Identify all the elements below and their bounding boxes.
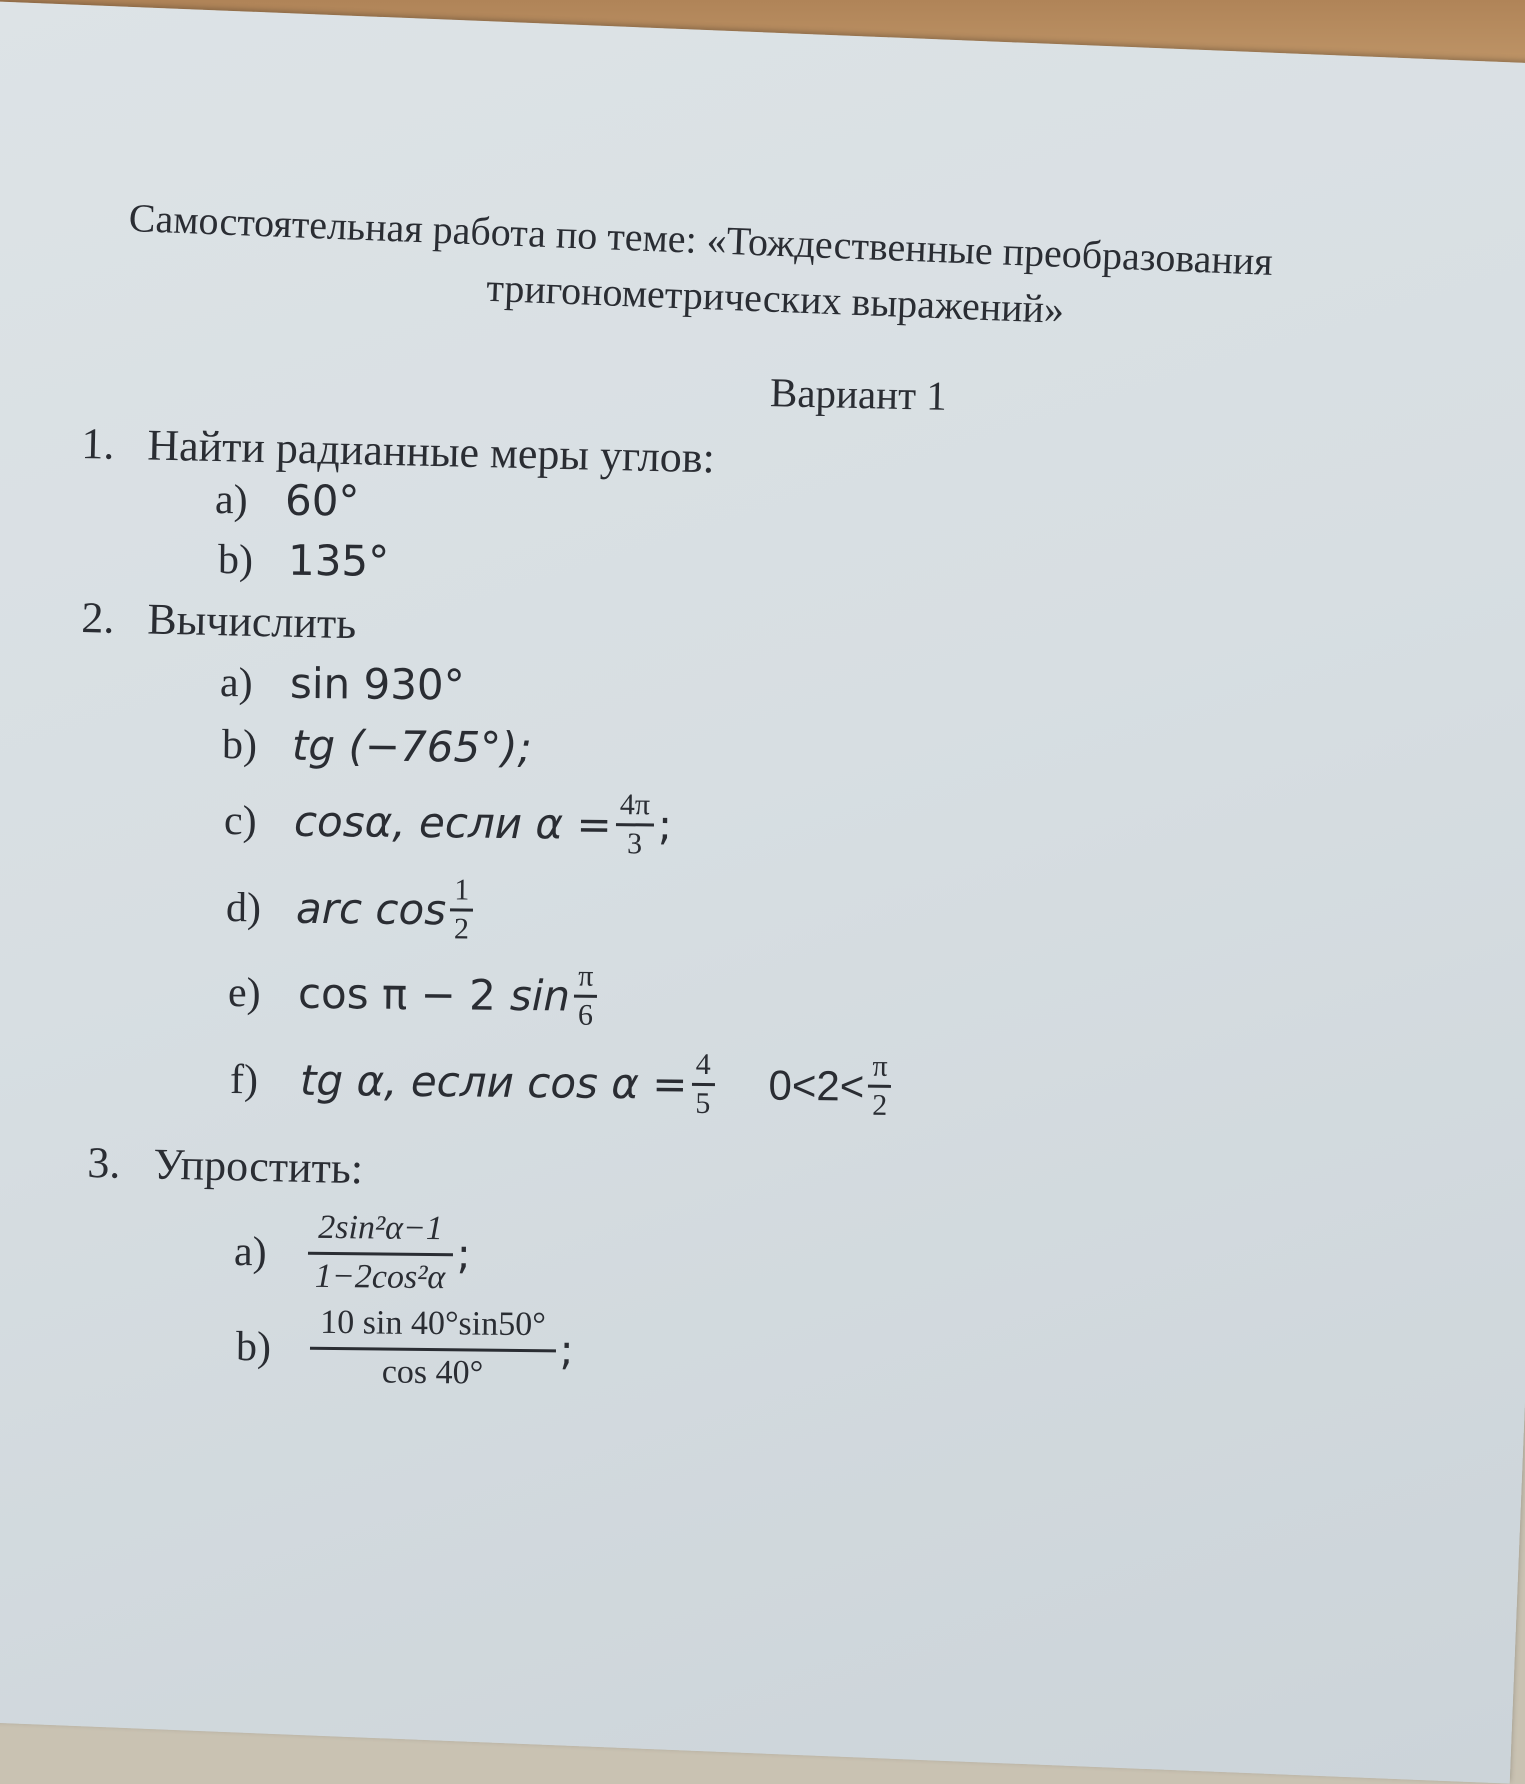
fraction-numerator: 4π <box>616 787 655 826</box>
fraction-denominator: 3 <box>626 827 643 861</box>
item-expression: tg (−765°); <box>291 720 533 773</box>
task-number: 2. <box>80 592 115 643</box>
fraction <box>691 1047 715 1122</box>
fraction <box>450 872 474 947</box>
fraction-denominator: cos 40° <box>381 1353 484 1392</box>
fraction-numerator: π <box>574 959 598 998</box>
fraction-denominator: 6 <box>577 998 594 1032</box>
item-letter: a) <box>214 476 248 523</box>
task-2-item-d <box>226 870 478 948</box>
task-3-item-a <box>234 1205 472 1300</box>
fraction <box>615 787 654 862</box>
item-letter: f) <box>229 1056 259 1103</box>
item-letter: e) <box>227 969 261 1016</box>
fraction-numerator: 10 sin 40°sin50° <box>310 1301 556 1353</box>
task-1-heading <box>81 418 716 483</box>
fraction-denominator: 2 <box>453 912 470 946</box>
item-letter: b) <box>221 721 258 768</box>
task-3-heading <box>87 1137 364 1194</box>
fraction-denominator: 5 <box>695 1086 711 1121</box>
title-line-2: тригонометрических выражений» <box>485 264 1065 332</box>
item-expression: 60° <box>284 475 360 526</box>
task-number: 1. <box>80 418 115 469</box>
task-2-item-f <box>230 1042 896 1124</box>
condition-fraction <box>868 1049 892 1124</box>
item-expression: tg α, если cos α = <box>299 1055 688 1109</box>
task-3-item-b <box>236 1300 575 1397</box>
item-letter: a) <box>233 1228 267 1275</box>
semicolon: ; <box>657 800 673 850</box>
semicolon: ; <box>559 1325 574 1375</box>
task-number: 3. <box>86 1137 121 1188</box>
task-2-item-e <box>228 955 602 1034</box>
fraction <box>574 959 598 1034</box>
task-text: Упростить: <box>152 1139 364 1194</box>
item-letter: b) <box>235 1323 272 1370</box>
fraction <box>310 1301 557 1397</box>
item-expression: sin 930° <box>289 658 465 710</box>
item-expression-sin: sin <box>509 970 571 1021</box>
fraction-numerator: π <box>868 1049 892 1088</box>
item-expression: cosα, если α = <box>293 796 612 850</box>
item-letter: a) <box>219 659 253 706</box>
task-2-item-a <box>220 658 465 710</box>
condition: 0<2< <box>768 1061 865 1110</box>
fraction-denominator: 2 <box>871 1088 888 1122</box>
page-title <box>126 190 1525 356</box>
semicolon: ; <box>456 1229 472 1279</box>
task-1-item-b <box>218 535 390 586</box>
task-2-heading <box>81 592 357 649</box>
item-letter: b) <box>217 536 254 583</box>
task-1-item-a <box>215 475 360 526</box>
task-text: Вычислить <box>146 594 357 649</box>
task-text: Найти радианные меры углов: <box>146 420 716 483</box>
item-expression: arc cos <box>295 883 447 935</box>
fraction-numerator: 4 <box>692 1047 715 1086</box>
variant-label: Вариант 1 <box>769 369 948 419</box>
fraction <box>308 1206 454 1301</box>
item-expression: cos π − 2 <box>297 968 497 1020</box>
item-letter: c) <box>223 797 257 844</box>
fraction-numerator: 2sin²α−1 <box>308 1206 453 1257</box>
title-line-1: Самостоятельная работа по теме: «Тождественные преобразования <box>128 194 1274 284</box>
task-2-item-b <box>222 720 532 772</box>
item-expression: 135° <box>287 535 390 586</box>
fraction-denominator: 1−2cos²α <box>314 1257 446 1297</box>
item-letter: d) <box>225 884 262 931</box>
fraction-numerator: 1 <box>450 872 473 911</box>
task-2-item-c <box>224 783 673 863</box>
